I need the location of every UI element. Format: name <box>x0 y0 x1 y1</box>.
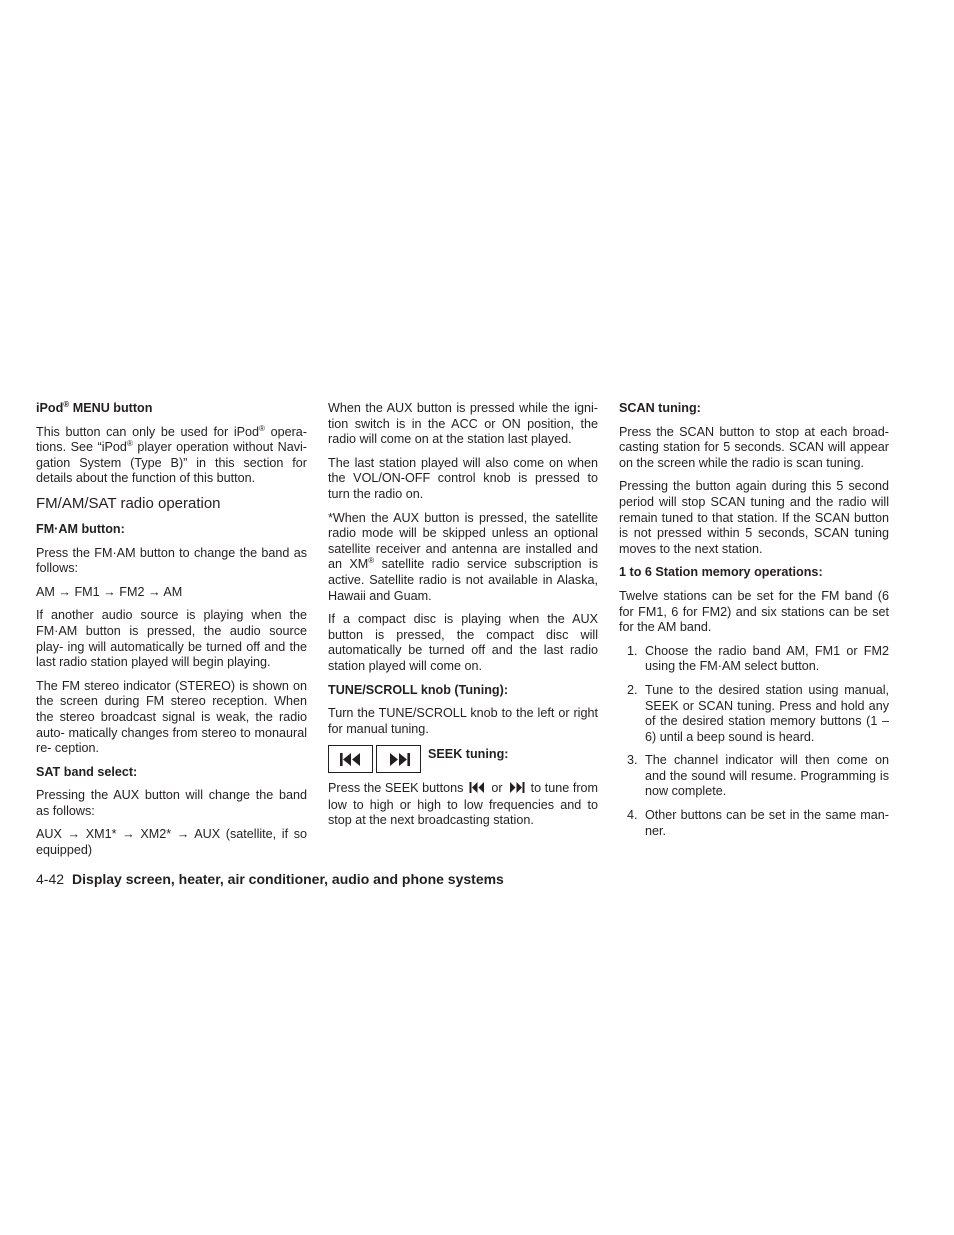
list-item <box>619 644 889 675</box>
registered-mark: ® <box>63 399 70 409</box>
step-number: 2. <box>627 682 638 697</box>
page-number: 4-42 <box>36 871 65 887</box>
seek-forward-button-figure <box>376 745 421 773</box>
column-right <box>619 401 889 847</box>
registered-mark: ® <box>368 556 375 566</box>
sat-heading: SAT band select: <box>36 764 138 779</box>
fmam-paragraph-3: The FM stereo indicator (STEREO) is shown on the screen during FM stereo reception. When the stereo broadcast signal is weak, the radio auto- matically changes from stereo to monaural re- ception. <box>36 678 307 756</box>
text-span: opera- tions. See “iPod <box>36 424 307 455</box>
text-span: satellite radio service subscription is active. Satellite radio is not available in Alaska, Hawaii and Guam. <box>328 557 598 603</box>
step-text: The channel indicator will then come on and the sound will resume. Programming is now complete. <box>645 753 889 799</box>
step-number: 1. <box>627 643 638 658</box>
skip-back-icon <box>469 782 485 798</box>
skip-forward-icon <box>509 782 525 798</box>
seek-paragraph <box>328 781 598 829</box>
list-item <box>619 683 889 745</box>
text-span: *When the AUX button is pressed, the satellite radio mode will be skipped unless an optional satellite receiver and antenna are installed and an XM <box>328 510 598 572</box>
column-middle <box>328 401 598 837</box>
list-item <box>619 753 889 800</box>
aux-paragraph-2: The last station played will also come on when the VOL/ON-OFF control knob is pressed to turn the radio on. <box>328 455 598 501</box>
sat-sequence: AUX → XM1* → XM2* → AUX (satellite, if so equipped) <box>36 827 307 858</box>
section-title: FM/AM/SAT radio operation <box>36 494 221 512</box>
step-text: Choose the radio band AM, FM1 or FM2 using the FM·AM select button. <box>645 643 889 674</box>
memory-steps-list <box>619 644 889 840</box>
tune-heading: TUNE/SCROLL knob (Tuning): <box>328 682 509 697</box>
footer-title: Display screen, heater, air conditioner, audio and phone systems <box>72 871 504 887</box>
step-text: Tune to the desired station using manual, SEEK or SCAN tuning. Press and hold any of the desired station memory buttons (1 – 6) until a beep sound is heard. <box>645 682 889 744</box>
scan-heading: SCAN tuning: <box>619 401 701 415</box>
ipod-heading-text: iPod <box>36 401 64 415</box>
list-item <box>619 808 889 839</box>
text-span: This button can only be used for iPod <box>36 424 260 439</box>
seek-back-button-figure <box>328 745 373 773</box>
step-text: Other buttons can be set in the same man- ner. <box>645 808 889 838</box>
aux-paragraph-1: When the AUX button is pressed while the igni- tion switch is in the ACC or ON position, the radio will come on at the station last played. <box>328 401 598 447</box>
ipod-heading-text-end: MENU button <box>69 401 153 415</box>
column-left <box>36 401 307 867</box>
sat-paragraph-1: Pressing the AUX button will change the band as follows: <box>36 788 307 818</box>
fmam-paragraph-2: If another audio source is playing when the FM·AM button is pressed, the audio source play- ing will automatically be turned off and the last radio station played will begin playing. <box>36 608 307 670</box>
fmam-sequence: AM → FM1 → FM2 → AM <box>36 584 183 599</box>
registered-mark: ® <box>259 423 265 433</box>
fmam-paragraph-1: Press the FM·AM button to change the band as follows: <box>36 545 307 576</box>
text-span: Press the SEEK buttons <box>328 781 464 796</box>
seek-buttons-figure <box>328 745 598 773</box>
scan-paragraph-1: Press the SCAN button to stop at each broad- casting station for 5 seconds. SCAN will appear on the screen while the radio is scan tuning. <box>619 424 889 470</box>
registered-mark: ® <box>126 439 133 448</box>
scan-paragraph-2: Pressing the button again during this 5 second period will stop SCAN tuning and the radio will remain tuned to that station. If the SCAN button is not pressed within 5 seconds, SCAN tuning moves to the next station. <box>619 479 889 556</box>
skip-forward-icon <box>387 753 411 766</box>
page-footer <box>36 871 504 888</box>
skip-back-icon <box>339 753 363 766</box>
ipod-menu-heading <box>36 401 307 417</box>
aux-paragraph-3 <box>328 511 598 605</box>
text-span: to tune from low to high or high to low frequencies and to stop at the next broadcasting station. <box>328 781 599 828</box>
fmam-heading: FM·AM button: <box>36 521 125 536</box>
memory-heading: 1 to 6 Station memory operations: <box>619 565 823 580</box>
text-span: player operation without Navi- gation System (Type B)” in this section for details about the function of this button. <box>36 440 307 486</box>
ipod-paragraph <box>36 425 307 487</box>
step-number: 4. <box>627 808 638 823</box>
seek-heading: SEEK tuning: <box>428 747 509 762</box>
memory-paragraph: Twelve stations can be set for the FM band (6 for FM1, 6 for FM2) and six stations can be set for the AM band. <box>619 588 889 635</box>
step-number: 3. <box>627 753 638 768</box>
tune-paragraph: Turn the TUNE/SCROLL knob to the left or right for manual tuning. <box>328 706 598 736</box>
aux-paragraph-4: If a compact disc is playing when the AUX button is pressed, the compact disc will automatically be turned off and the last radio station played will come on. <box>328 612 598 673</box>
text-span: or <box>491 781 503 796</box>
